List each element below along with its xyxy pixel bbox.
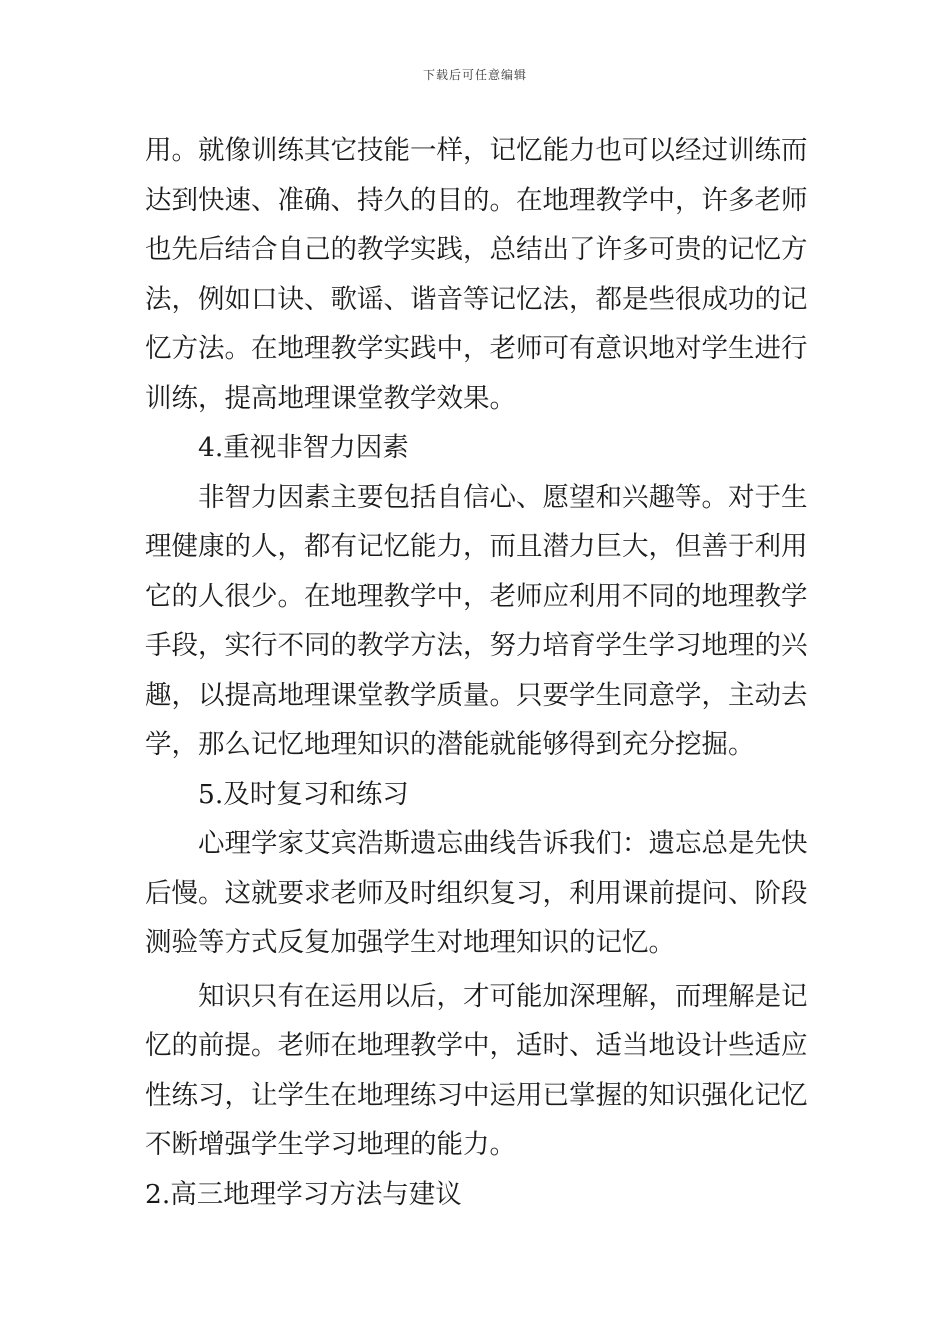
text-line: 法，例如口诀、歌谣、谐音等记忆法，都是些很成功的记: [145, 283, 808, 315]
page-header-note: 下载后可任意编辑: [422, 68, 527, 82]
text-line: 忆方法。在地理教学实践中，老师可有意识地对学生进行: [145, 333, 808, 364]
text-line: 训练，提高地理课堂教学效果。: [145, 382, 516, 414]
text-line: 知识只有在运用以后，才可能加深理解，而理解是记: [198, 980, 808, 1012]
section-heading-2: 2.高三地理学习方法与建议: [145, 1178, 462, 1210]
paragraph-forgetting-curve: [145, 819, 809, 968]
document-body: [145, 126, 809, 1219]
text-line: 用。就像训练其它技能一样，记忆能力也可以经过训练而: [145, 135, 808, 166]
paragraph-practice: [145, 972, 809, 1170]
section-heading-5: 5.及时复习和练习: [198, 778, 409, 810]
text-line: 趣，以提高地理课堂教学质量。只要学生同意学，主动去: [145, 679, 808, 711]
text-line: 学，那么记忆地理知识的潜能就能够得到充分挖掘。: [145, 729, 755, 760]
text-line: 忆的前提。老师在地理教学中，适时、适当地设计些适应: [145, 1030, 808, 1061]
section-heading-4: 4.重视非智力因素: [198, 432, 409, 463]
text-line: 非智力因素主要包括自信心、愿望和兴趣等。对于生: [198, 481, 808, 513]
text-line: 也先后结合自己的教学实践，总结出了许多可贵的记忆方: [145, 234, 808, 265]
paragraph-memory-training: [145, 126, 809, 423]
text-line: 后慢。这就要求老师及时组织复习，利用课前提问、阶段: [145, 877, 808, 909]
text-line: 手段，实行不同的教学方法，努力培育学生学习地理的兴: [145, 630, 808, 661]
paragraph-non-intellectual-factors: [145, 473, 809, 770]
text-line: 测验等方式反复加强学生对地理知识的记忆。: [145, 927, 675, 958]
text-line: 它的人很少。在地理教学中，老师应利用不同的地理教学: [145, 580, 808, 612]
text-line: 性练习，让学生在地理练习中运用已掌握的知识强化记忆: [145, 1079, 808, 1111]
text-line: 不断增强学生学习地理的能力。: [145, 1129, 516, 1160]
text-line: 心理学家艾宾浩斯遗忘曲线告诉我们：遗忘总是先快: [198, 828, 808, 859]
text-line: 达到快速、准确、持久的目的。在地理教学中，许多老师: [145, 184, 808, 216]
text-line: 理健康的人，都有记忆能力，而且潜力巨大，但善于利用: [145, 531, 808, 562]
